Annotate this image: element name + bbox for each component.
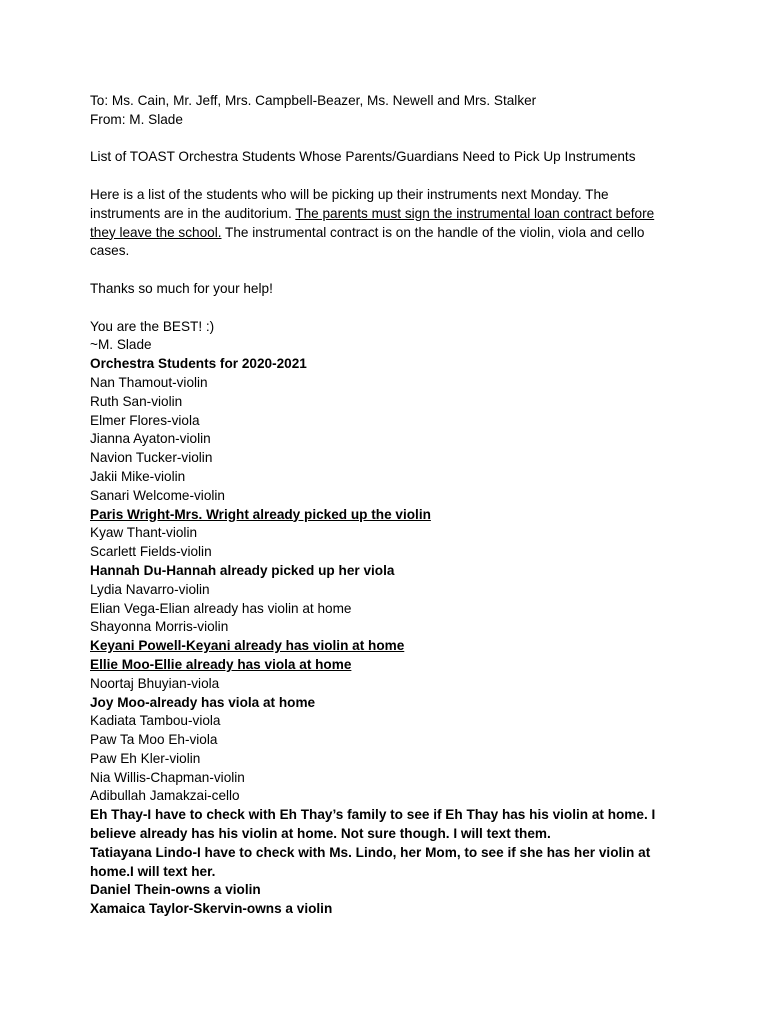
memo-from-line: From: M. Slade xyxy=(90,111,183,127)
spacer xyxy=(90,261,680,280)
student-list-item: Nia Willis-Chapman-violin xyxy=(90,769,245,785)
memo-body-paragraph xyxy=(90,186,680,261)
student-list-item: Eh Thay-I have to check with Eh Thay’s family to see if Eh Thay has his violin at home. I believe already has his violin at home. Not sure though. I will text them. xyxy=(90,807,656,842)
student-list-item: Navion Tucker-violin xyxy=(90,450,213,466)
student-list-item: Paris Wright-Mrs. Wright already picked up the violin xyxy=(90,506,431,522)
body-underlined-instruction: The parents must sign the instrumental loan contract before they leave the school. xyxy=(90,205,655,240)
student-list-item: Ruth San-violin xyxy=(90,393,183,409)
student-list-item: Keyani Powell-Keyani already has violin at home xyxy=(90,638,405,654)
body-text-part2: The instrumental contract is on the handle of the violin, viola and cello cases. xyxy=(90,224,645,259)
student-list-item: Noortaj Bhuyian-viola xyxy=(90,675,220,691)
student-list-item: Jianna Ayaton-violin xyxy=(90,431,211,447)
student-list-item: Lydia Navarro-violin xyxy=(90,581,210,597)
student-list-item: Xamaica Taylor-Skervin-owns a violin xyxy=(90,901,333,917)
spacer xyxy=(90,130,680,149)
student-list-item: Paw Eh Kler-violin xyxy=(90,750,201,766)
memo-thanks: Thanks so much for your help! xyxy=(90,280,273,296)
student-list-item: Paw Ta Moo Eh-viola xyxy=(90,732,218,748)
student-list-item: Kadiata Tambou-viola xyxy=(90,713,221,729)
student-list-item: Nan Thamout-violin xyxy=(90,374,208,390)
student-list-item: Elian Vega-Elian already has violin at home xyxy=(90,600,352,616)
student-list-item: Tatiayana Lindo-I have to check with Ms. Lindo, her Mom, to see if she has her violin at home.I will text her. xyxy=(90,844,651,879)
student-list-item: Hannah Du-Hannah already picked up her viola xyxy=(90,562,395,578)
memo-document xyxy=(90,92,680,919)
memo-to-line: To: Ms. Cain, Mr. Jeff, Mrs. Campbell-Beazer, Ms. Newell and Mrs. Stalker xyxy=(90,93,537,108)
student-list-item: Jakii Mike-violin xyxy=(90,468,186,484)
student-list-item: Kyaw Thant-violin xyxy=(90,525,198,541)
student-list-item: Adibullah Jamakzai-cello xyxy=(90,788,240,804)
spacer xyxy=(90,299,680,318)
student-list xyxy=(90,374,680,919)
student-list-item: Ellie Moo-Ellie already has viola at home xyxy=(90,656,352,672)
spacer xyxy=(90,167,680,186)
student-list-heading: Orchestra Students for 2020-2021 xyxy=(90,356,307,372)
memo-best: You are the BEST! :) xyxy=(90,318,215,334)
student-list-item: Sanari Welcome-violin xyxy=(90,487,225,503)
student-list-item: Daniel Thein-owns a violin xyxy=(90,882,261,898)
student-list-item: Shayonna Morris-violin xyxy=(90,619,229,635)
body-text-part1: Here is a list of the students who will be picking up their instruments next Monday. The instruments are in the auditorium. xyxy=(90,186,609,221)
memo-signature: ~M. Slade xyxy=(90,337,152,353)
student-list-item: Elmer Flores-viola xyxy=(90,412,200,428)
memo-subject: List of TOAST Orchestra Students Whose Parents/Guardians Need to Pick Up Instruments xyxy=(90,149,636,165)
student-list-item: Scarlett Fields-violin xyxy=(90,544,212,560)
student-list-item: Joy Moo-already has viola at home xyxy=(90,694,316,710)
